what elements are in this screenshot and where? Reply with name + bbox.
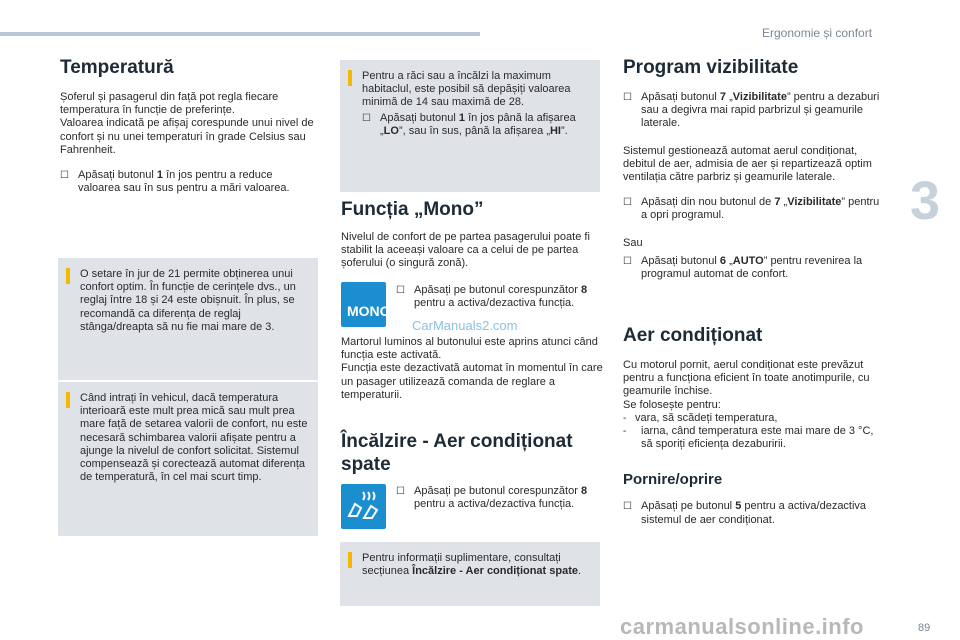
checkbox-icon: ☐ (60, 170, 69, 182)
chapter-header-title: Ergonomie și confort (762, 26, 873, 40)
checkbox-icon: ☐ (396, 285, 405, 296)
note-marker-icon (348, 70, 352, 86)
section-title-mono: Funcția „Mono” (341, 199, 484, 220)
visibility-description: Sistemul gestionează automat aerul condiționat, debitul de aer, admisia de aer și repartizează optim ventilația către parbriz și geamurile laterale. (623, 144, 872, 184)
column-visibility (623, 56, 885, 281)
section-title-rear-ac: Încălzire - Aer condiționat spate (341, 431, 573, 475)
visibility-bullet-1: ☐ Apăsați butonul 7 „Vizibilitate” pentru a dezaburi sau a degivra mai rapid parbrizul și geamurile laterale. (623, 91, 880, 130)
checkbox-icon: ☐ (396, 486, 405, 497)
rear-ac-button-icon (341, 484, 386, 529)
note-marker-icon (348, 552, 352, 568)
note-marker-icon (66, 268, 70, 284)
temperature-bullet: ☐ Apăsați butonul 1 în jos pentru a reduce valoarea sau în sus pentru a mări valoarea. (60, 169, 290, 195)
visibility-bullet-3: ☐ Apăsați butonul 6 „AUTO” pentru revenirea la programul automat de confort. (623, 254, 863, 281)
checkbox-icon: ☐ (362, 112, 371, 124)
rear-ac-section (341, 430, 603, 476)
onoff-bullet: ☐ Apăsați pe butonul 5 pentru a activa/dezactiva sistemul de aer condiționat. (623, 500, 867, 526)
mono-button-icon: MONO (341, 282, 386, 327)
section-title-visibility: Program vizibilitate (623, 57, 799, 78)
column-ac (623, 324, 885, 527)
rear-ac-bullet: ☐ Apăsați pe butonul corespunzător 8 pentru a activa/dezactiva funcția. (396, 485, 588, 511)
note-optimal-setting: O setare în jur de 21 permite obținerea unui confort optim. În funcție de cerințele dvs., un reglaj între 18 și 24 este obișnuit. În plus, se recomandă ca diferența de reglaj stânga/dreapta să nu fie mai mare de 3. (58, 258, 318, 380)
checkbox-icon: ☐ (623, 255, 632, 267)
checkbox-icon: ☐ (623, 197, 632, 209)
ac-list-item-1: - vara, să scădeți temperatura, (623, 411, 778, 424)
section-title-onoff: Pornire/oprire (623, 471, 723, 489)
mono-description: Martorul luminos al butonului este aprins atunci când funcția este activată. Funcția este dezactivată automat în momentul în care un pasager utilizează comanda de reglare a temperaturii. (341, 336, 603, 401)
mono-bullet: ☐ Apăsați pe butonul corespunzător 8 pentru a activa/dezactiva funcția. (396, 284, 588, 310)
page-number: 89 (918, 622, 931, 634)
header-rule (0, 32, 480, 36)
column-mono (341, 198, 603, 271)
section-title-ac: Aer condiționat (623, 325, 763, 346)
note-rear-ac-info: Pentru informații suplimentare, consultați secțiunea Încălzire - Aer condiționat spate. (340, 542, 600, 606)
visibility-bullet-2: ☐ Apăsați din nou butonul de 7 „Vizibilitate” pentru a opri programul. (623, 196, 880, 222)
watermark-carmanuals2: CarManuals2.com (412, 318, 518, 333)
note-compensation: Când intrați în vehicul, dacă temperatura interioară este mult prea mică sau mult prea mare față de setarea valorii de confort, nu este necesară schimbarea valorii afișate pentru a ajunge la nivelul de confort solicitat. Sistemul compensează și corectează automat diferența de temperatură, în cel mai scurt timp. (58, 382, 318, 536)
note-marker-icon (66, 392, 70, 408)
ac-list-item-2: - iarna, când temperatura este mai mare de 3 °C, să sporiți eficiența dezaburirii. (623, 425, 874, 451)
checkbox-icon: ☐ (623, 501, 632, 513)
mono-intro: Nivelul de confort de pe partea pasagerului poate fi stabilit la aceeași valoare ca a celui de pe partea șoferului (o singură zonă). (341, 231, 590, 270)
note-max-temperature: Pentru a răci sau a încălzi la maximum habitaclul, este posibil să depășiți valoarea minimă de 14 sau maximă de 28. ☐ Apăsați butonul 1 în jos până la afișarea „LO”, sau în sus, până la afișarea „HI”. (340, 60, 600, 192)
column-temperature (60, 56, 316, 195)
section-title-temperature: Temperatură (60, 57, 174, 78)
ac-description: Cu motorul pornit, aerul condiționat este prevăzut pentru a funcționa eficient în toate anotimpurile, cu geamurile închise. Se folosește pentru: (623, 359, 870, 411)
temperature-intro: Șoferul și pasagerul din față pot regla fiecare temperatura în funcție de preferințe. Valoarea indicată pe afișaj corespunde unui nivel de confort și nu unei temperaturi în grade Celsius sau Fahrenheit. (60, 91, 314, 156)
or-label: Sau (623, 236, 643, 249)
chapter-number: 3 (910, 171, 941, 231)
checkbox-icon: ☐ (623, 92, 632, 103)
footer-watermark: carmanualsonline.info (620, 614, 864, 639)
